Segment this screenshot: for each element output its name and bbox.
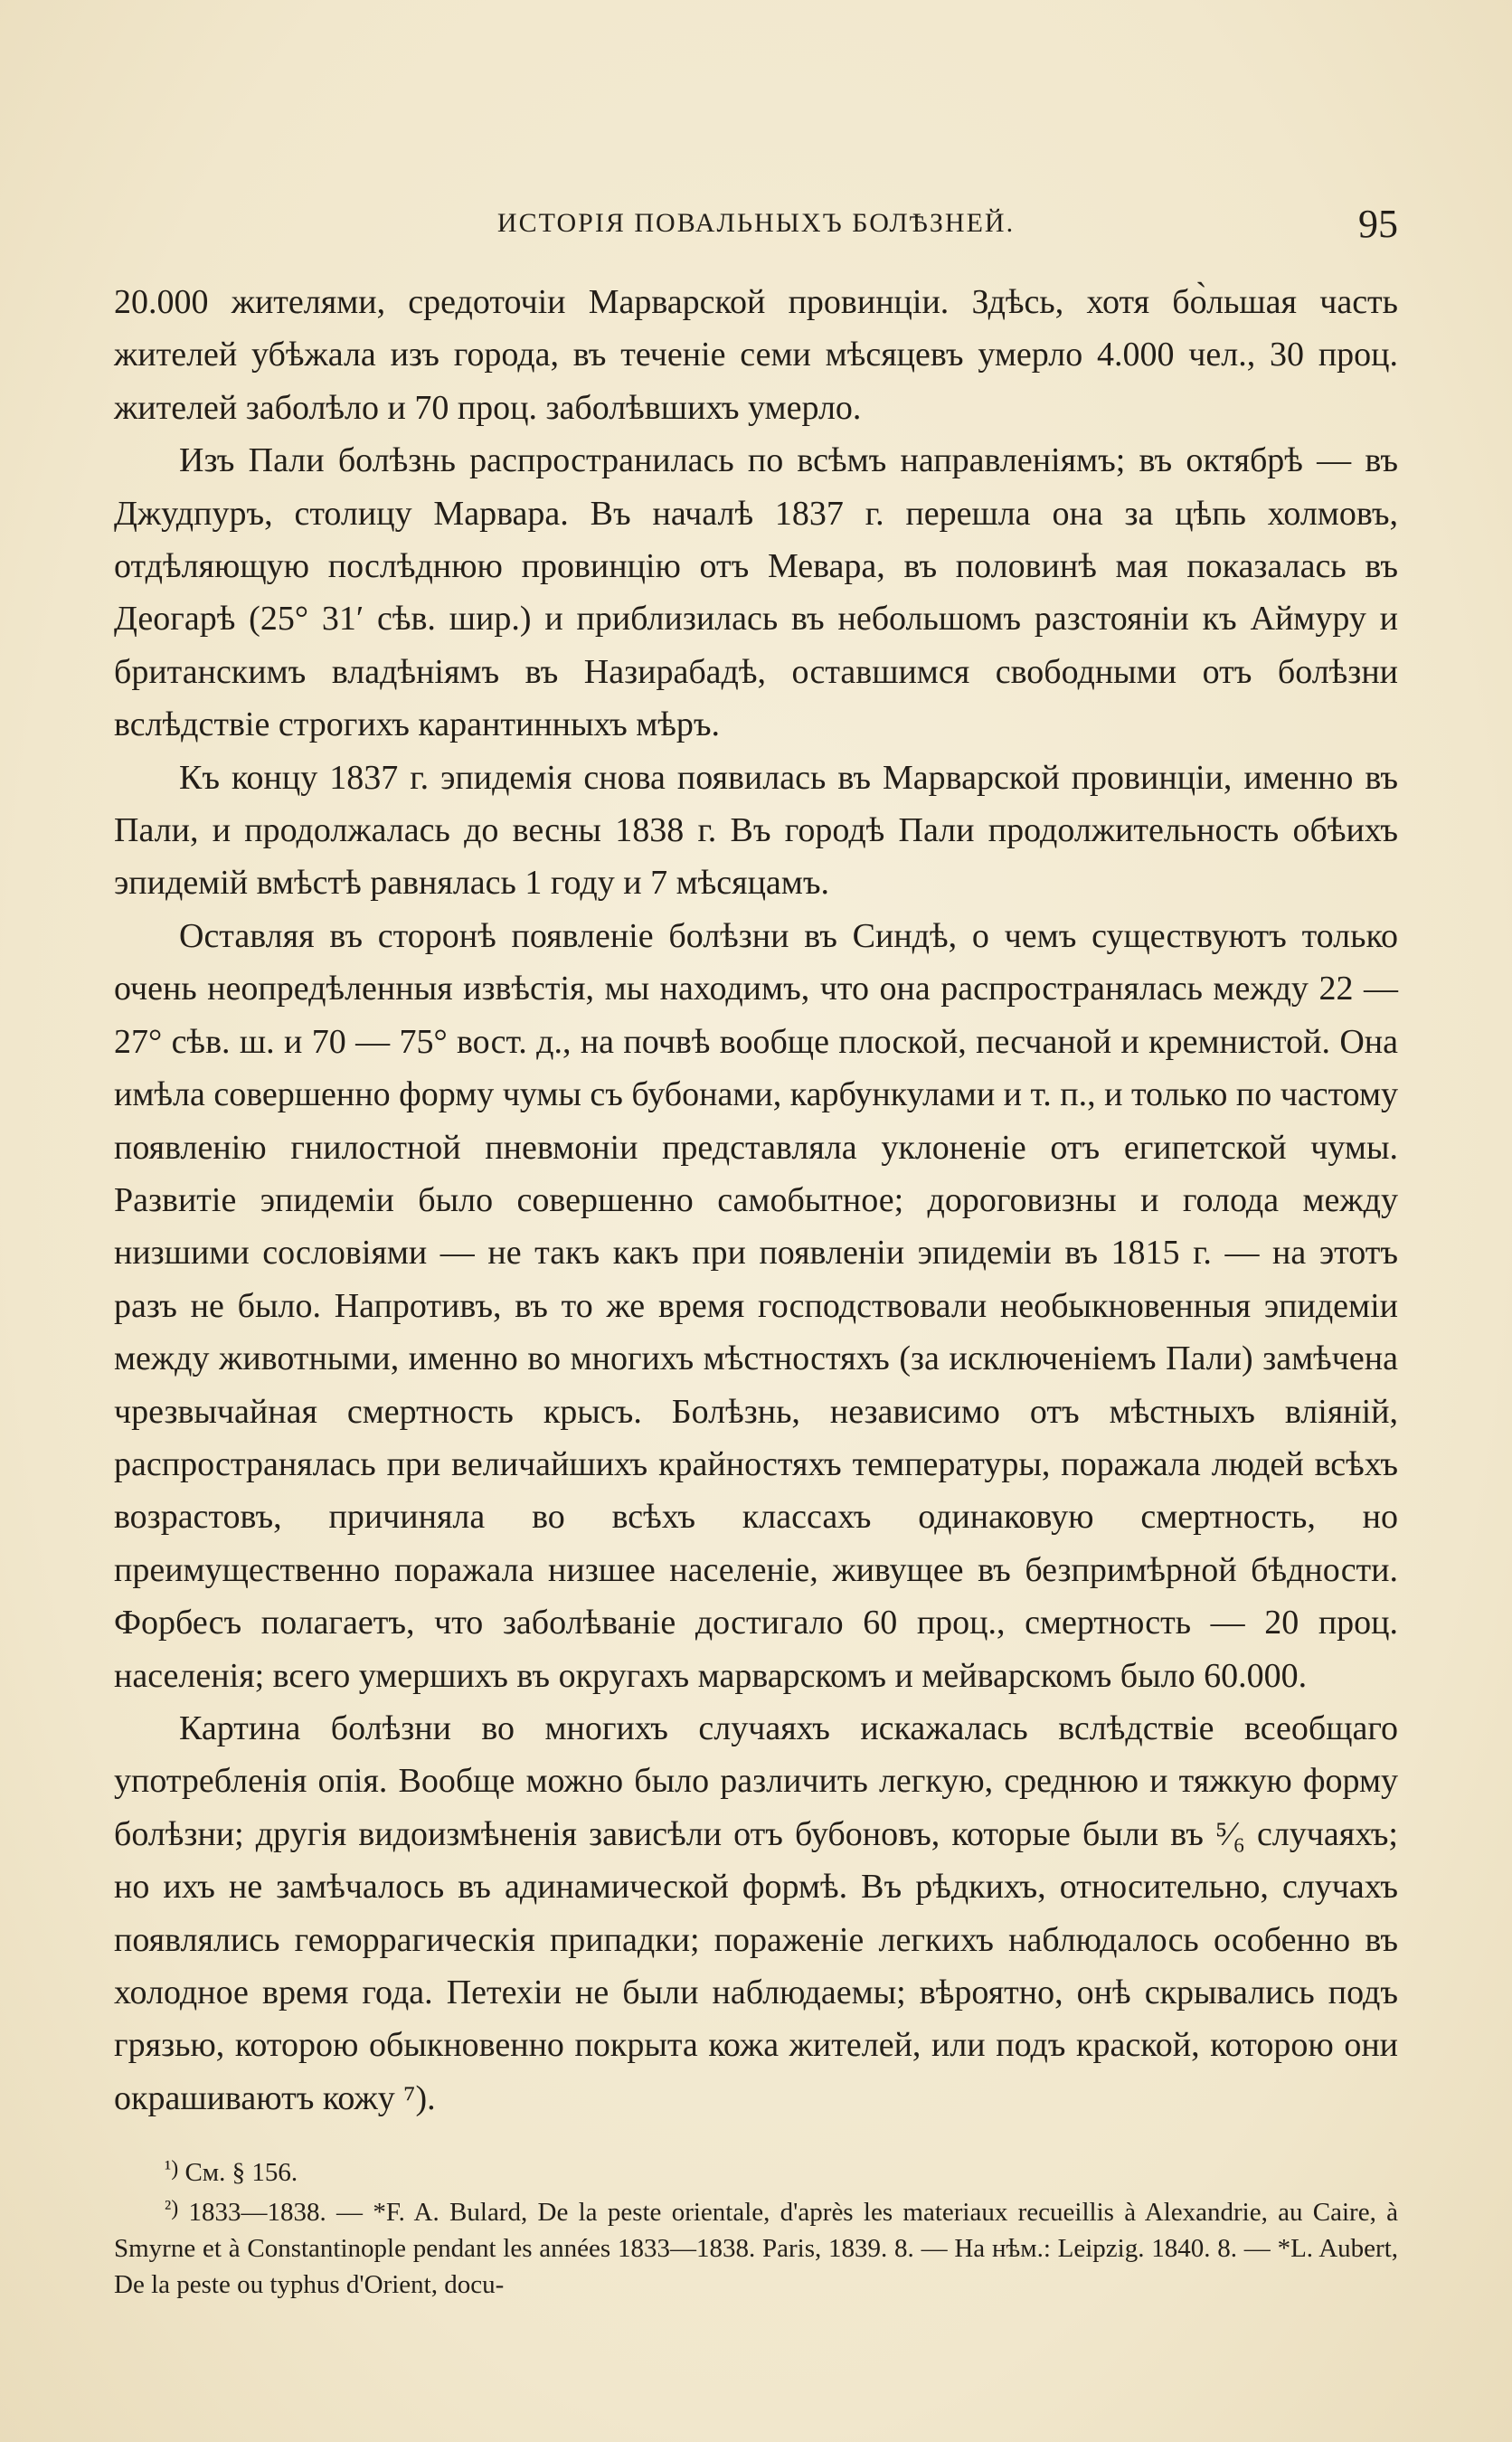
- footnote-text: См. § 156.: [184, 2158, 298, 2187]
- footnote-text: 1833—1838. — *F. A. Bulard, De la peste orientale, d'après les materiaux recueillis à Alexandrie, au Caire, à Smyrne et à Constantinople pendant les années 1833—1838. Paris, 1839. 8. — На нѣм.: Leipzig. 1840. 8. — *L. Aubert, De la peste ou typhus d'Orient, docu-: [114, 2198, 1398, 2299]
- running-header: [114, 201, 1398, 246]
- paragraph: Къ концу 1837 г. эпидемія снова появилась въ Марварской провинціи, именно въ Пали, и продолжалась до весны 1838 г. Въ городѣ Пали продолжительность обѣихъ эпидемій вмѣстѣ равнялась 1 году и 7 мѣсяцамъ.: [114, 758, 1398, 903]
- paragraph-continuation: 20.000 жителями, средоточіи Марварской провинціи. Здѣсь, хотя бо̀льшая часть жителей убѣжала изъ города, въ теченіе семи мѣсяцевъ умерло 4.000 чел., 30 проц. жителей заболѣло и 70 проц. заболѣвшихъ умерло.: [114, 283, 1398, 427]
- main-text: [114, 276, 1398, 2125]
- page-number: 95: [1358, 202, 1398, 246]
- paragraph: Оставляя въ сторонѣ появленіе болѣзни въ Синдѣ, о чемъ существуютъ только очень неопредѣленныя извѣстія, мы находимъ, что она распространялась между 22 — 27° сѣв. ш. и 70 — 75° вост. д., на почвѣ вообще плоской, песчаной и кремнистой. Она имѣла совершенно форму чумы съ бубонами, карбункулами и т. п., и только по частому появленію гнилостной пневмоніи представляла уклоненіе отъ египетской чумы. Развитіе эпидеміи было совершенно самобытное; дороговизны и голода между низшими сословіями — не такъ какъ при появленіи эпидеміи въ 1815 г. — на этотъ разъ не было. Напротивъ, въ то же время господствовали необыкновенныя эпидеміи между животными, именно во многихъ мѣстностяхъ (за исключеніемъ Пали) замѣчена чрезвычайная смертность крысъ. Болѣзнь, независимо отъ мѣстныхъ вліяній, распространялась при величайшихъ крайностяхъ температуры, поражала людей всѣхъ возрастовъ, причиняла во всѣхъ классахъ одинаковую смертность, но преимущественно поражала низшее населеніе, живущее въ безпримѣрной бѣдности. Форбесъ полагаетъ, что заболѣваніе достигало 60 проц., смертность — 20 проц. населенія; всего умершихъ въ округахъ марварскомъ и мейварскомъ было 60.000.: [114, 916, 1398, 1695]
- footnotes: [114, 2151, 1398, 2303]
- footnote: [114, 2191, 1398, 2303]
- footnote-marker: ¹): [165, 2157, 179, 2181]
- running-title: ИСТОРІЯ ПОВАЛЬНЫХЪ БОЛѢЗНЕЙ.: [496, 208, 1016, 238]
- paragraph: Изъ Пали болѣзнь распространилась по всѣмъ направленіямъ; въ октябрѣ — въ Джудпуръ, столицу Марвара. Въ началѣ 1837 г. перешла она за цѣпь холмовъ, отдѣляющую послѣднюю провинцію отъ Мевара, въ половинѣ мая показалась въ Деогарѣ (25° 31′ сѣв. шир.) и приблизилась въ небольшомъ разстояніи къ Аймуру и британскимъ владѣніямъ въ Назирабадѣ, оставшимся свободными отъ болѣзни вслѣдствіе строгихъ карантинныхъ мѣръ.: [114, 441, 1398, 744]
- footnote: [114, 2151, 1398, 2191]
- footnote-marker: ²): [165, 2197, 179, 2220]
- paragraph: Картина болѣзни во многихъ случаяхъ искажалась вслѣдствіе всеобщаго употребленія опія. Вообще можно было различить легкую, среднюю и тяжкую форму болѣзни; другія видоизмѣненія зависѣли отъ бубоновъ, которые были въ ⁵⁄₆ случаяхъ; но ихъ не замѣчалось въ адинамической формѣ. Въ рѣдкихъ, относительно, случахъ появлялись геморрагическія припадки; пораженіе легкихъ наблюдалось особенно въ холодное время года. Петехіи не были наблюдаемы; вѣроятно, онѣ скрывались подъ грязью, которою обыкновенно покрыта кожа жителей, или подъ краской, которою они окрашиваютъ кожу ⁷).: [114, 1708, 1398, 2117]
